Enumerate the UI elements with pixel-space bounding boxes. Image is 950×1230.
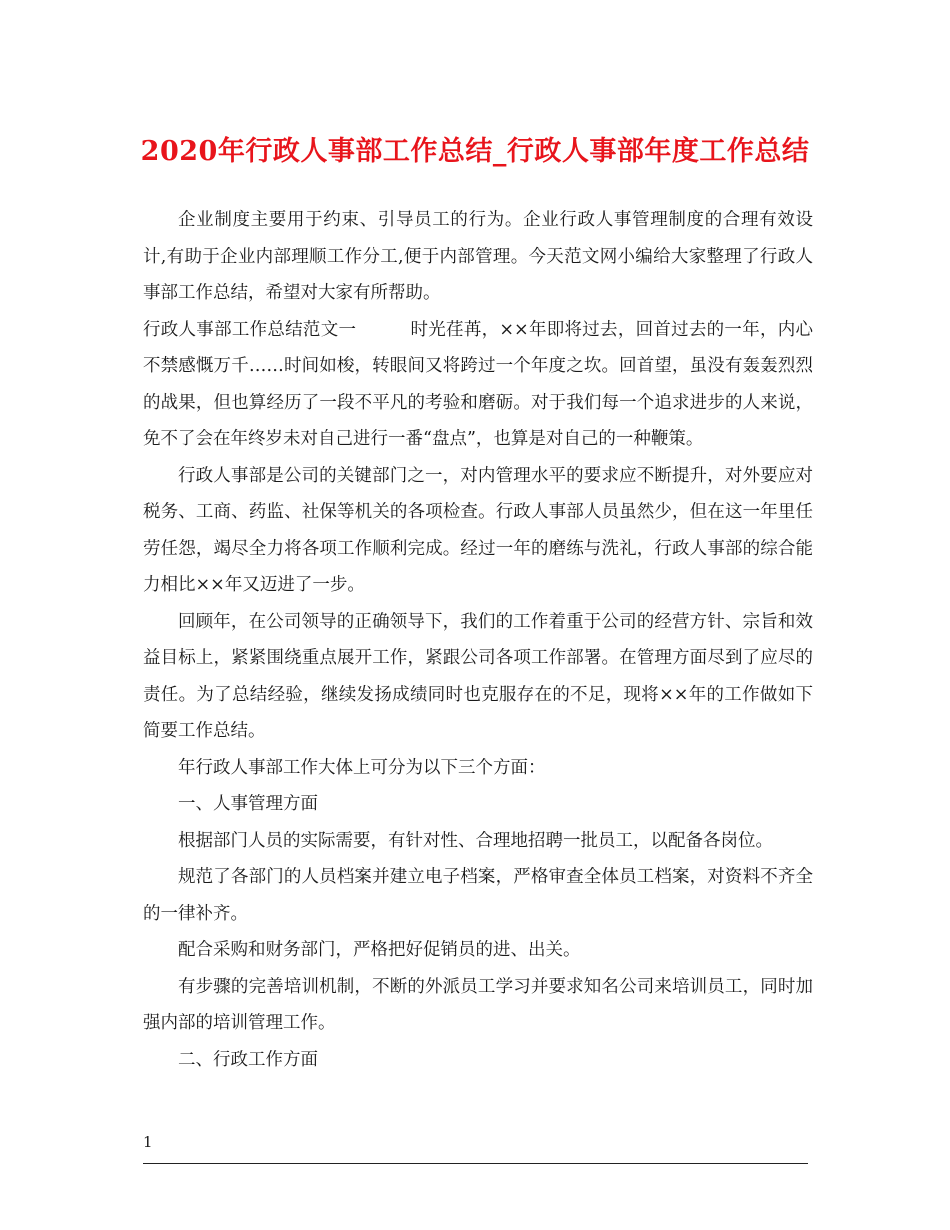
intro-paragraph: 企业制度主要用于约束、引导员工的行为。企业行政人事管理制度的合理有效设计,有助于企业内部理顺工作分工,便于内部管理。今天范文网小编给大家整理了行政人事部工作总结，希望对大家有所帮助。 <box>143 210 813 303</box>
document-body <box>143 202 813 1078</box>
body-paragraph: 年行政人事部工作大体上可分为以下三个方面： <box>178 757 546 778</box>
sample-lead-text: 时光荏苒，××年即将过去，回首过去的一年，内心不禁感慨万千……时间如梭，转眼间又将跨过一个年度之坎。回首望，虽没有轰轰烈烈的战果，但也算经历了一段不平凡的考验和磨砺。对于我们每一个追求进步的人来说，免不了会在年终岁未对自己进行一番“盘点”，也算是对自己的一种鞭策。 <box>143 319 814 449</box>
body-paragraph: 回顾年，在公司领导的正确领导下，我们的工作着重于公司的经营方针、宗旨和效益目标上，紧紧围绕重点展开工作，紧跟公司各项工作部署。在管理方面尽到了应尽的责任。为了总结经验，继续发扬成绩同时也克服存在的不足，现将××年的工作做如下简要工作总结。 <box>143 611 813 741</box>
sample-heading: 行政人事部工作总结范文一 <box>143 319 357 340</box>
footer-divider <box>143 1163 808 1164</box>
body-paragraph: 规范了各部门的人员档案并建立电子档案，严格审查全体员工档案，对资料不齐全的一律补齐。 <box>143 867 813 924</box>
body-paragraph: 有步骤的完善培训机制，不断的外派员工学习并要求知名公司来培训员工，同时加强内部的培训管理工作。 <box>143 976 813 1033</box>
document-title: 2020年行政人事部工作总结_行政人事部年度工作总结 <box>140 136 810 167</box>
body-paragraph: 行政人事部是公司的关键部门之一，对内管理水平的要求应不断提升，对外要应对税务、工商、药监、社保等机关的各项检查。行政人事部人员虽然少，但在这一年里任劳任怨，竭尽全力将各项工作顺利完成。经过一年的磨练与洗礼，行政人事部的综合能力相比××年又迈进了一步。 <box>143 465 813 595</box>
sample-paragraph <box>143 312 813 458</box>
body-paragraph: 根据部门人员的实际需要，有针对性、合理地招聘一批员工，以配备各岗位。 <box>178 830 773 851</box>
section-heading-administration: 二、行政工作方面 <box>178 1049 318 1070</box>
body-paragraph: 配合采购和财务部门，严格把好促销员的进、出关。 <box>178 940 581 960</box>
section-heading-personnel: 一、人事管理方面 <box>178 794 318 814</box>
page-number: 1 <box>143 1133 153 1151</box>
